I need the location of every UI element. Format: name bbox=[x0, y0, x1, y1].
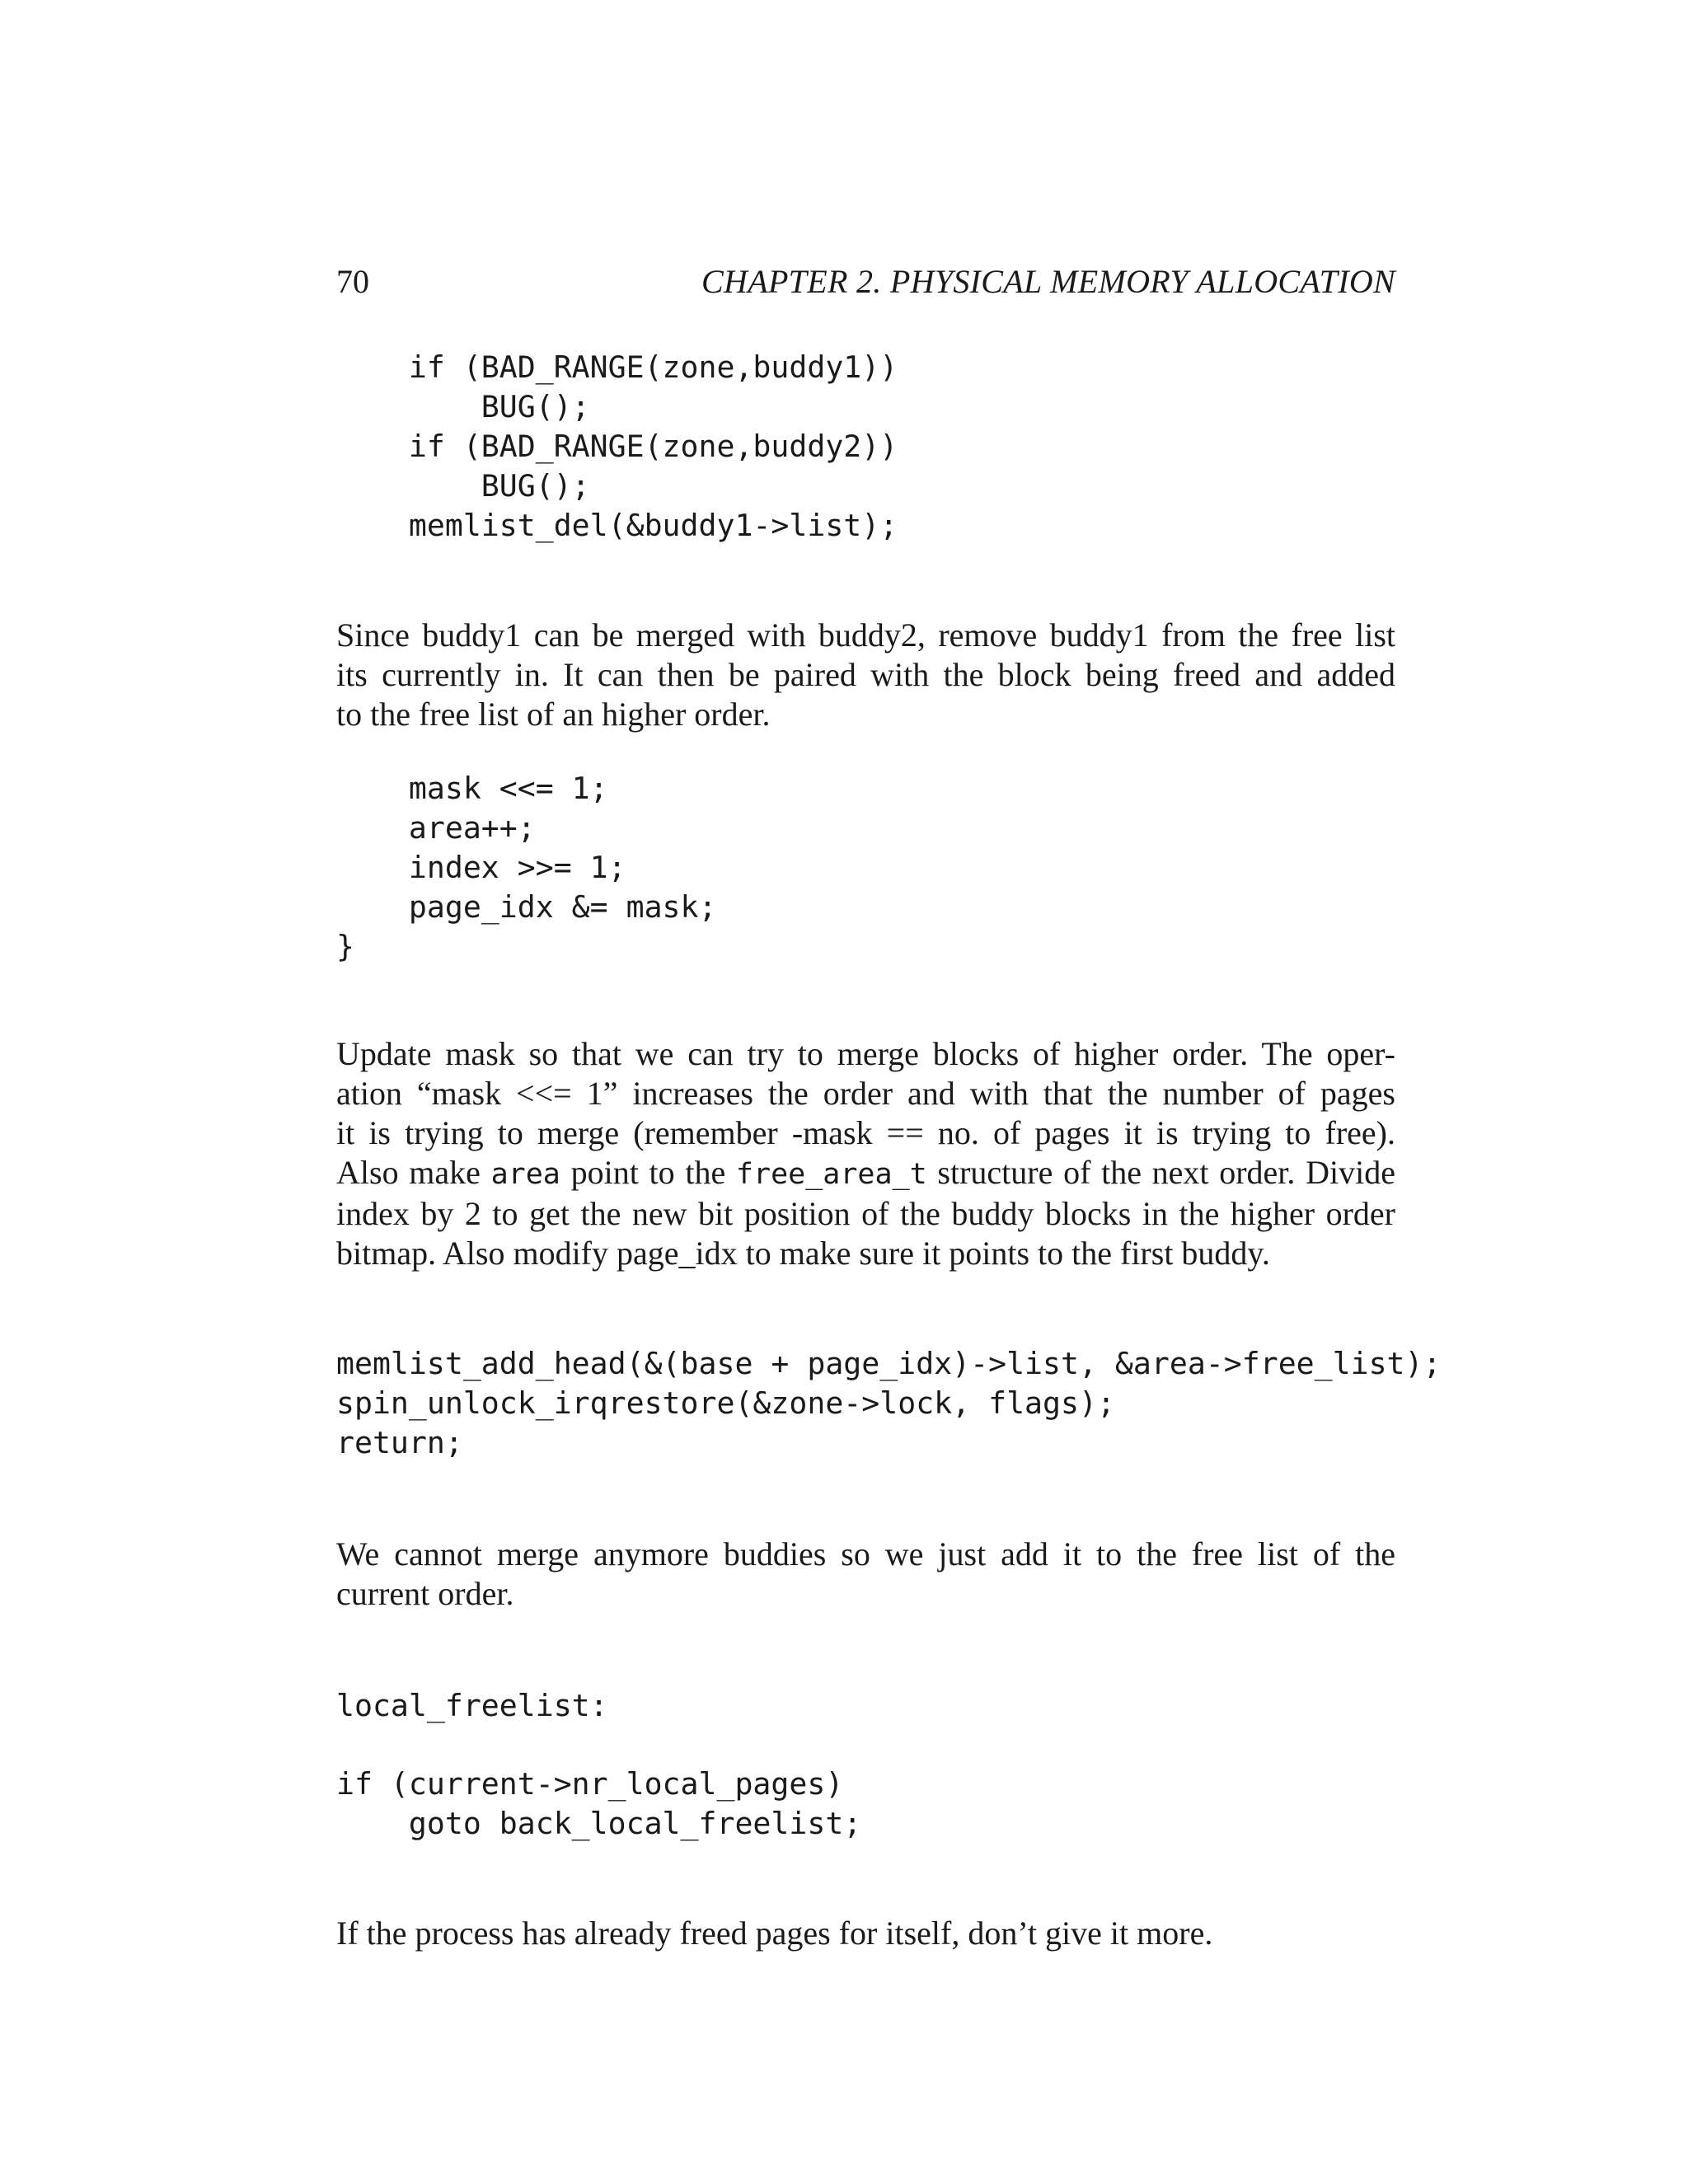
paragraph-cannot-merge bbox=[336, 1535, 1395, 1614]
paragraph-line: it is trying to merge (remember -mask == no. of pages it is trying to free). bbox=[336, 1114, 1395, 1151]
code-block-bad-range-checks: if (BAD_RANGE(zone,buddy1)) BUG(); if (BAD_RANGE(zone,buddy2)) BUG(); memlist_del(&buddy1->list); bbox=[408, 349, 898, 543]
paragraph-already-freed bbox=[336, 1914, 1395, 1953]
code-block-memlist-add-head: memlist_add_head(&(base + page_idx)->list, &area->free_list); spin_unlock_irqrestore(&zone->lock, flags); return; bbox=[336, 1346, 1442, 1460]
page-header bbox=[336, 257, 1395, 307]
paragraph-line: bitmap. Also modify page_idx to make sure it points to the first buddy. bbox=[336, 1235, 1270, 1272]
text-fragment: point to the bbox=[560, 1154, 736, 1191]
running-head: CHAPTER 2. PHYSICAL MEMORY ALLOCATION bbox=[701, 263, 1395, 300]
text-fragment: Also make bbox=[336, 1154, 491, 1191]
paragraph-line: Update mask so that we can try to merge blocks of higher order. The oper- bbox=[336, 1035, 1395, 1072]
paragraph-line: to the free list of an higher order. bbox=[336, 696, 771, 733]
paragraph-update-mask bbox=[336, 1034, 1395, 1273]
paragraph-line: ation “mask <<= 1” increases the order and with that the number of pages bbox=[336, 1075, 1395, 1112]
paragraph-line: Since buddy1 can be merged with buddy2, remove buddy1 from the free list bbox=[336, 616, 1395, 654]
code-block-mask-update: mask <<= 1; area++; index >>= 1; page_idx &= mask; } bbox=[336, 771, 717, 964]
paragraph-line: its currently in. It can then be paired with the block being freed and added bbox=[336, 656, 1395, 693]
page-number: 70 bbox=[336, 263, 369, 300]
code-block-local-freelist-label: local_freelist: bbox=[336, 1688, 608, 1723]
paragraph-line: current order. bbox=[336, 1575, 514, 1612]
code-block-nr-local-pages: if (current->nr_local_pages) goto back_local_freelist; bbox=[336, 1766, 862, 1841]
paragraph-line: If the process has already freed pages for itself, don’t give it more. bbox=[336, 1915, 1213, 1952]
paragraph-merge-buddies bbox=[336, 616, 1395, 734]
paragraph-line-with-code bbox=[336, 1153, 1395, 1194]
paragraph-line: index by 2 to get the new bit position of the buddy blocks in the higher order bbox=[336, 1195, 1395, 1232]
paragraph-line: We cannot merge anymore buddies so we just add it to the free list of the bbox=[336, 1535, 1395, 1572]
inline-code-area: area bbox=[490, 1158, 560, 1191]
inline-code-free-area-t: free_area_t bbox=[735, 1158, 927, 1191]
text-fragment: structure of the next order. Divide bbox=[926, 1154, 1395, 1191]
